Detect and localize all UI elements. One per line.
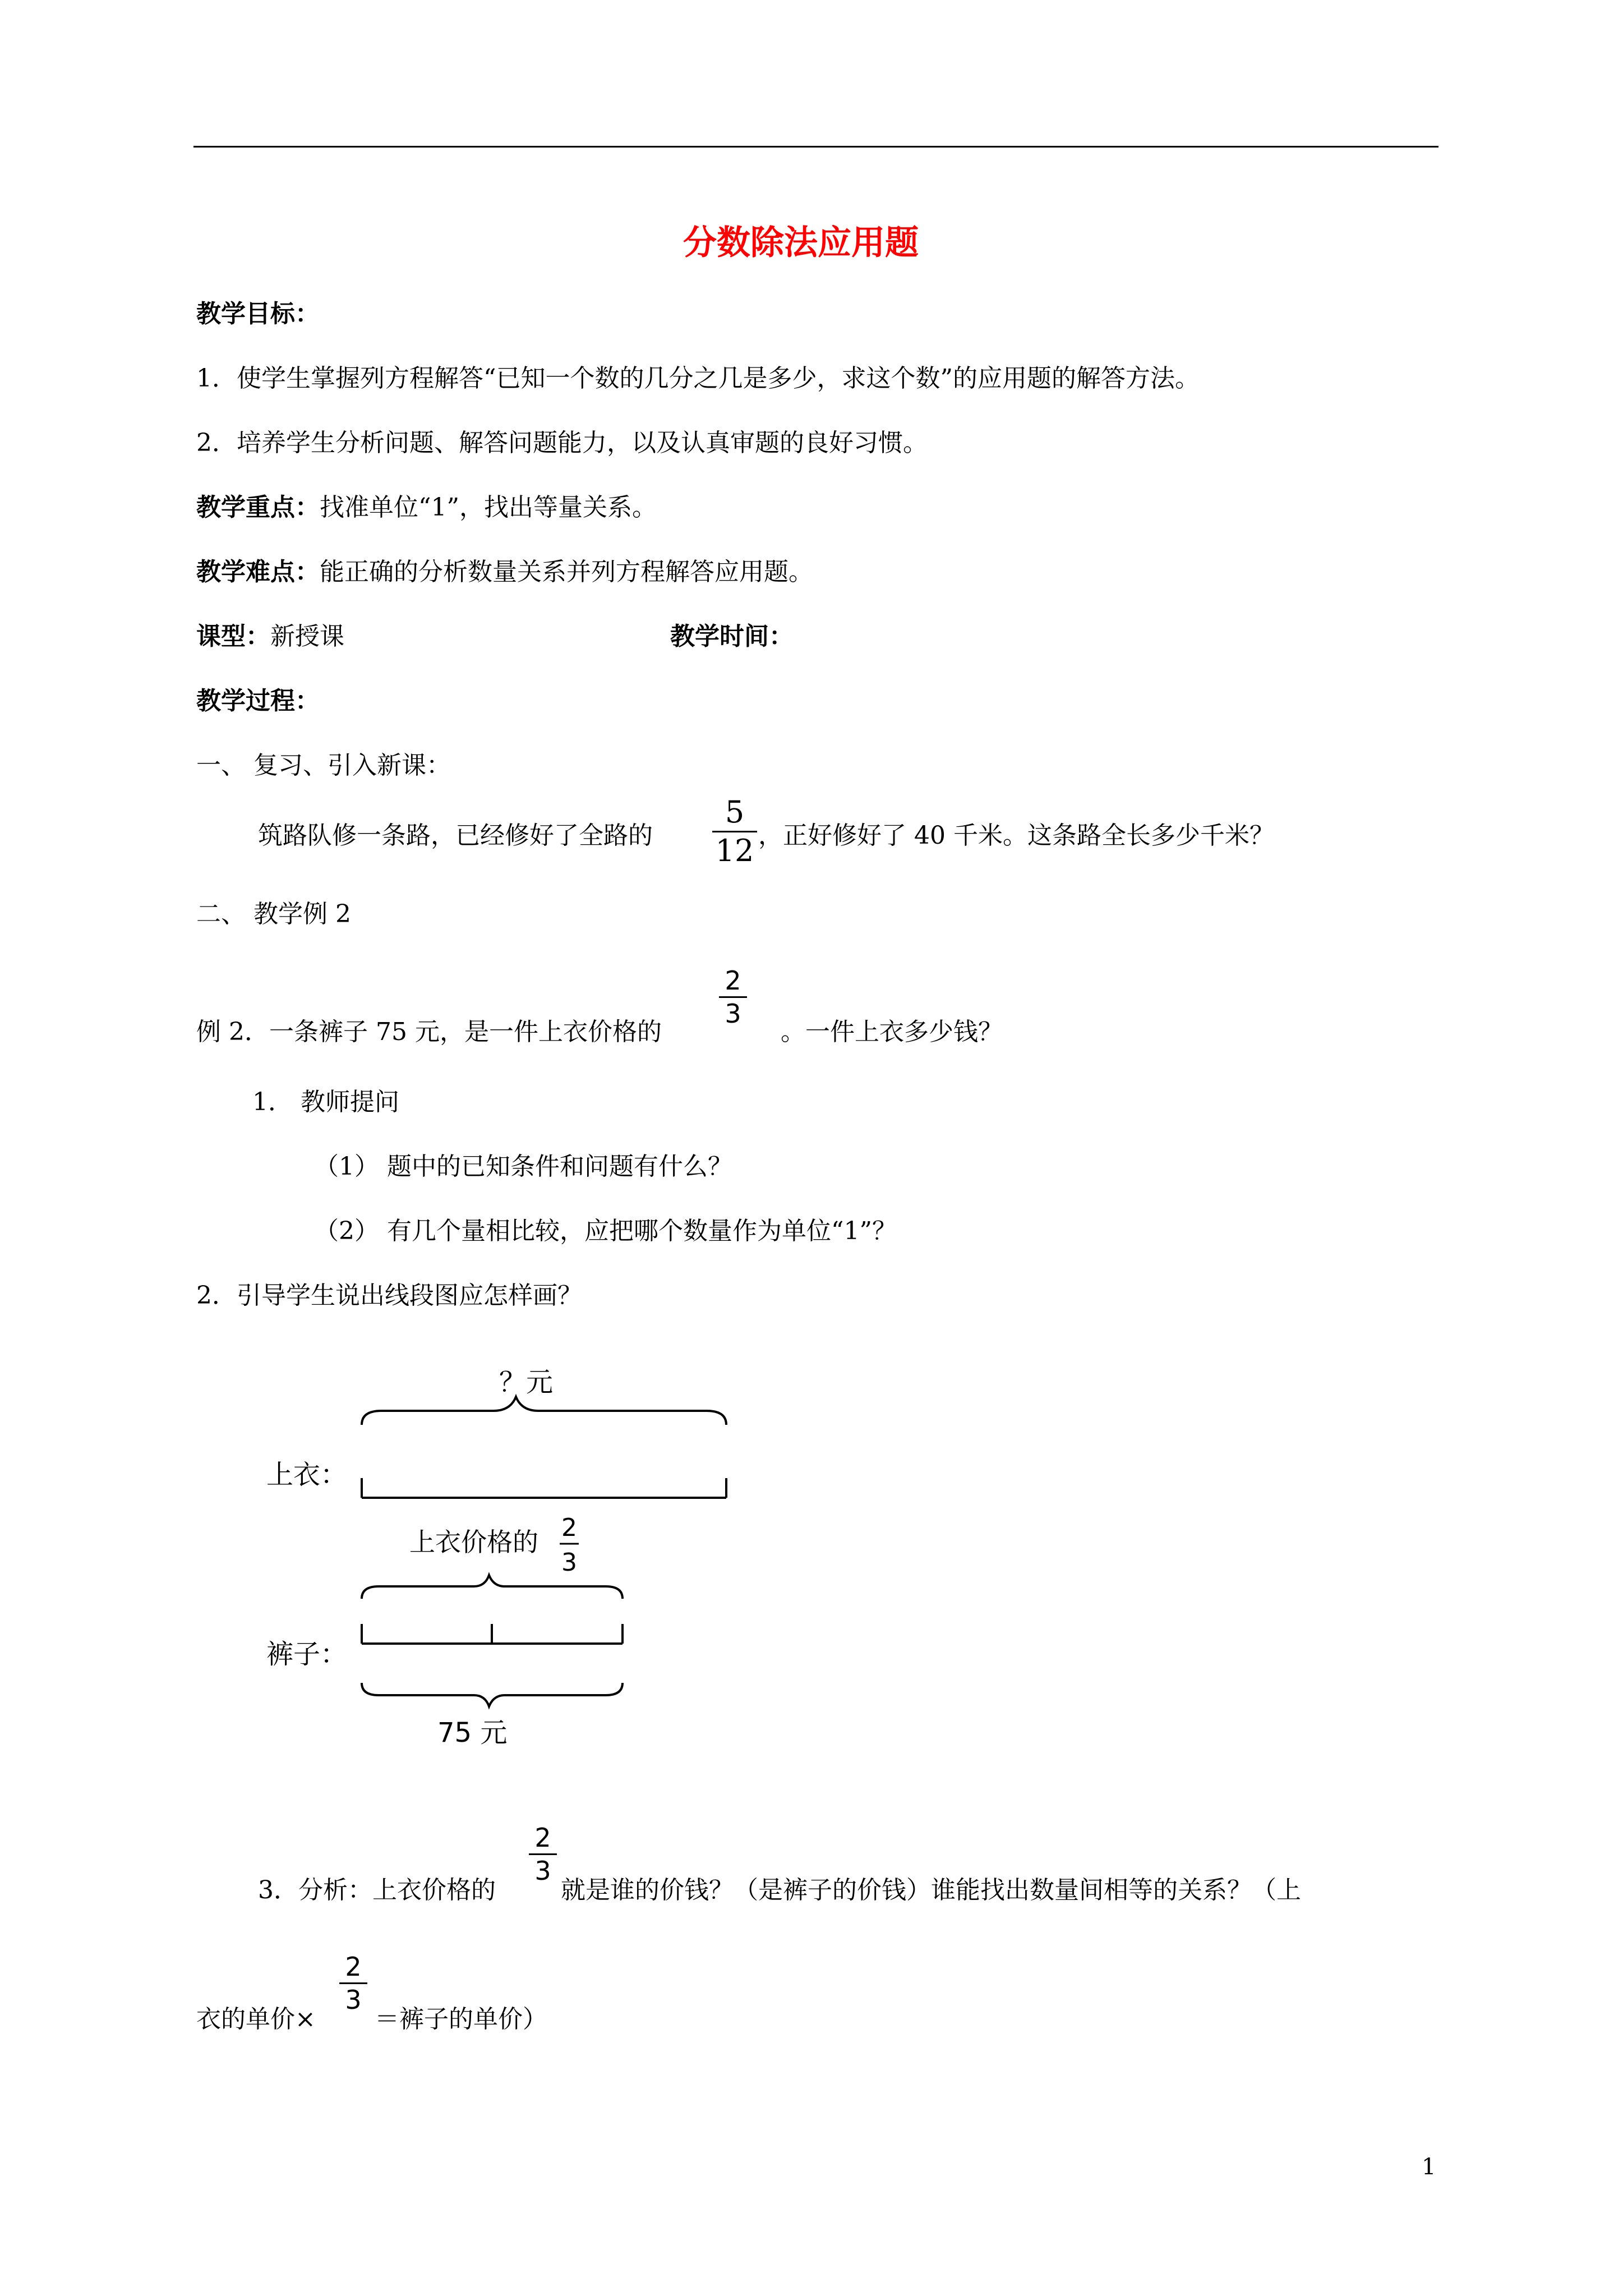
diagram-top-label: ？元 (499, 1366, 554, 1398)
pants-bottom-brace (362, 1683, 623, 1706)
page-number: 1 (1422, 2154, 1436, 2180)
time-label: 教学时间： (670, 622, 794, 651)
question-1: （1） 题中的已知条件和问题有什么？ (314, 1152, 732, 1181)
section-2-heading: 二、 教学例 2 (196, 900, 351, 928)
diagram-fraction-denominator: 3 (561, 1548, 577, 1577)
diagram-bottom-label: 75 元 (437, 1717, 508, 1749)
fraction-denominator: 12 (715, 833, 754, 868)
fraction-numerator: 2 (345, 1952, 362, 1982)
objective-2: 2．培养学生分析问题、解答问题能力，以及认真审题的良好习惯。 (196, 429, 928, 457)
question-2: （2） 有几个量相比较，应把哪个数量作为单位“1”？ (314, 1217, 897, 1245)
header-rule (193, 146, 1438, 148)
review-problem-after: ，正好修好了 40 千米。这条路全长多少千米？ (758, 821, 1274, 850)
analysis-fraction (529, 1822, 557, 1887)
page-title: 分数除法应用题 (683, 223, 919, 263)
fraction-numerator: 2 (534, 1823, 551, 1853)
review-problem-before: 筑路队修一条路，已经修好了全路的 (258, 821, 653, 850)
analysis-before: 3．分析：上衣价格的 (258, 1876, 496, 1904)
process-heading: 教学过程： (196, 687, 320, 715)
analysis-cont-after: ＝裤子的单价） (375, 2005, 547, 2033)
lesson-type-label: 课型： (196, 622, 270, 651)
fraction-denominator: 3 (725, 999, 741, 1029)
fraction-numerator: 2 (725, 965, 741, 996)
guide-line: 2．引导学生说出线段图应怎样画？ (196, 1281, 582, 1310)
difficulty (196, 555, 813, 589)
objective-1: 1．使学生掌握列方程解答“已知一个数的几分之几是多少，求这个数”的应用题的解答方法。 (196, 364, 1200, 393)
key-point (196, 491, 657, 524)
pants-top-brace (362, 1575, 623, 1599)
fraction-denominator: 3 (345, 1985, 362, 2015)
section-1-heading: 一、 复习、引入新课： (196, 751, 451, 780)
difficulty-text: 能正确的分析数量关系并列方程解答应用题。 (320, 558, 813, 586)
lesson-type (196, 620, 344, 654)
analysis-cont-before: 衣的单价× (196, 2005, 316, 2033)
example-2-after: 。一件上衣多少钱？ (781, 1018, 1003, 1046)
objectives-heading: 教学目标： (196, 300, 320, 328)
diagram-fraction-numerator: 2 (561, 1513, 577, 1542)
coat-brace (362, 1397, 726, 1425)
line-segment-diagram (247, 1358, 729, 1761)
lesson-type-text: 新授课 (270, 622, 344, 651)
teacher-question-heading: 1． 教师提问 (252, 1088, 399, 1116)
key-point-label: 教学重点： (196, 493, 320, 522)
example-2-before: 例 2．一条裤子 75 元，是一件上衣价格的 (196, 1018, 662, 1046)
analysis-cont-fraction (339, 1951, 367, 2016)
fraction-denominator: 3 (534, 1856, 551, 1886)
key-point-text: 找准单位“1”，找出等量关系。 (320, 493, 657, 522)
pants-label: 裤子： (266, 1639, 348, 1670)
fraction-numerator: 5 (725, 794, 745, 830)
diagram-middle-label: 上衣价格的 (409, 1527, 538, 1557)
analysis-after: 就是谁的价钱？（是裤子的价钱）谁能找出数量间相等的关系？（上 (561, 1876, 1301, 1904)
difficulty-label: 教学难点： (196, 558, 320, 586)
review-fraction (712, 794, 757, 869)
example-fraction (719, 965, 747, 1029)
coat-label: 上衣： (266, 1459, 348, 1490)
